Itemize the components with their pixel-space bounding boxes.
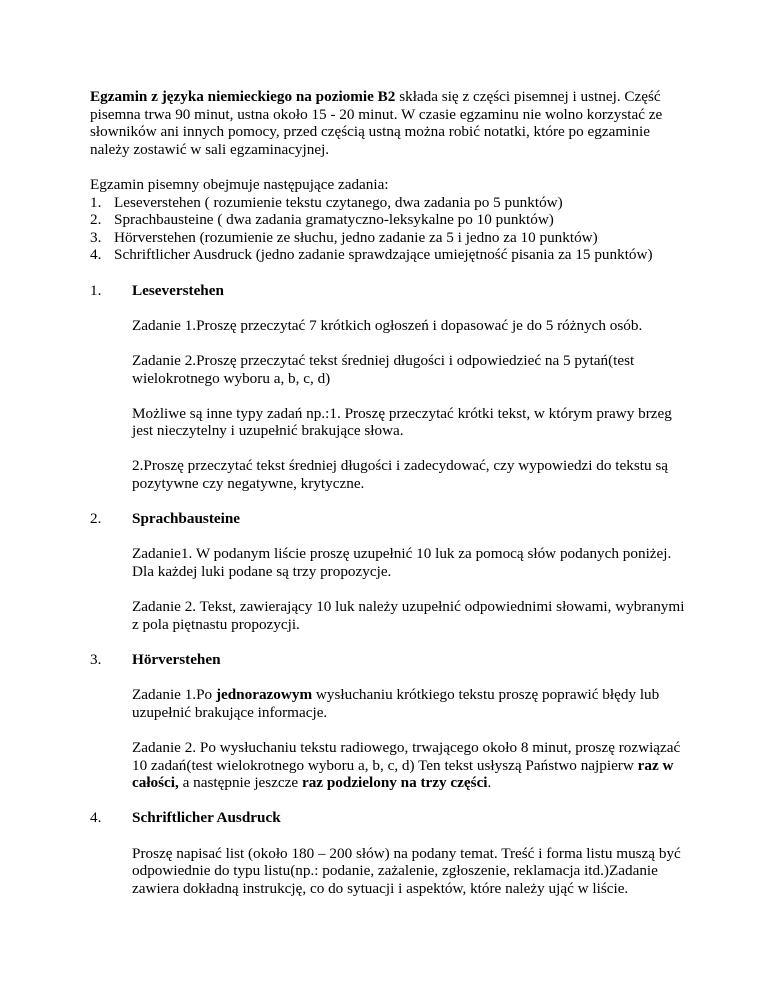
task-list-intro: Egzamin pisemny obejmuje następujące zadania: [90,175,389,193]
section-title: Schriftlicher Ausdruck [132,809,281,827]
list-number: 4. [90,246,102,264]
section-number: 4. [90,809,102,827]
section-paragraph: Zadanie 1.Proszę przeczytać 7 krótkich ogłoszeń i dopasować je do 5 różnych osób. [132,316,643,334]
section-paragraph: Zadanie1. W podanym liście proszę uzupełnić 10 luk za pomocą słów podanych poniżej. Dla każdej luki podane są trzy propozycje. [132,545,672,581]
list-number: 1. [90,193,102,211]
section-paragraph: Proszę napisać list (około 180 – 200 słów) na podany temat. Treść i forma listu muszą być odpowiednie do typu listu(np.: podanie, zażalenie, zgłoszenie, reklamacja itd.)Zadanie zawiera dokładną instrukcję, co do sytuacji i aspektów, które należy ująć w liście. [132,844,681,897]
section-heading [90,809,690,827]
section-horverstehen [90,651,690,792]
section-title: Hörverstehen [132,651,221,668]
section-paragraph [132,686,690,721]
text-run: wysłuchaniu krótkiego tekstu proszę poprawić błędy lub uzupełnić brakujące informacje. [132,686,660,721]
list-item-text: Schriftlicher Ausdruck (jedno zadanie sprawdzające umiejętność pisania za 15 punktów) [114,246,653,264]
list-number: 3. [90,228,102,246]
section-heading [90,282,690,300]
section-paragraph [132,739,690,792]
list-item-text: Hörverstehen (rozumienie ze słuchu, jedno zadanie za 5 i jedno za 10 punktów) [114,228,598,246]
list-item-text: Leseverstehen ( rozumienie tekstu czytanego, dwa zadania po 5 punktów) [114,193,563,211]
section-number: 3. [90,651,102,668]
text-run: a następnie jeszcze [178,774,302,792]
task-list-item [90,194,690,212]
document-body [90,88,690,897]
section-leseverstehen [90,282,690,493]
intro-text: składa się z części pisemnej i ustnej. Część pisemna trwa 90 minut, ustna około 15 - 20 minut. W czasie egzaminu nie wolno korzystać ze słowników ani innych pomocy, przed częścią ustną można robić notatki, które po egzaminie należy zostawić w sali egzaminacyjnej. [90,88,663,158]
task-list [90,194,690,264]
emphasis-text: jednorazowym [215,686,313,704]
section-schriftlicher-ausdruck [90,809,690,897]
task-list-item [90,246,690,264]
section-body [90,686,690,792]
section-heading [90,651,690,669]
section-sprachbausteine [90,510,690,633]
text-run: Zadanie 1.Po [132,686,216,704]
list-number: 2. [90,211,102,229]
task-list-item [90,211,690,229]
section-body [90,545,690,633]
intro-bold-title: Egzamin z języka niemieckiego na poziomie B2 [90,88,396,105]
text-run: Zadanie 2. Po wysłuchaniu tekstu radiowego, trwającego około 8 minut, proszę rozwiązać 10 zadań(test wielokrotnego wyboru a, b, c, d) Ten tekst usłyszą Państwo najpierw [132,738,681,774]
section-body [90,317,690,493]
section-paragraph: Możliwe są inne typy zadań np.:1. Proszę przeczytać krótki tekst, w którym prawy brzeg jest nieczytelny i uzupełnić brakujące słowa. [132,404,672,440]
section-number: 2. [90,510,102,528]
section-paragraph: Zadanie 2.Proszę przeczytać tekst średniej długości i odpowiedzieć na 5 pytań(test wielokrotnego wyboru a, b, c, d) [132,351,635,387]
emphasis-text: raz w całości, [132,756,674,792]
section-body [90,845,690,898]
intro-paragraph [90,88,690,158]
task-list-item [90,229,690,247]
section-heading [90,510,690,528]
list-item-text: Sprachbausteine ( dwa zadania gramatyczno-leksykalne po 10 punktów) [114,211,554,229]
emphasis-text: raz podzielony na trzy części [301,774,488,792]
text-run: . [487,774,492,792]
section-number: 1. [90,281,102,299]
section-paragraph: Zadanie 2. Tekst, zawierający 10 luk należy uzupełnić odpowiednimi słowami, wybranymi z pola piętnastu propozycji. [132,598,685,633]
section-paragraph: 2.Proszę przeczytać tekst średniej długości i zadecydować, czy wypowiedzi do tekstu są pozytywne czy negatywne, krytyczne. [132,457,669,493]
section-title: Leseverstehen [132,281,224,299]
section-title: Sprachbausteine [132,510,241,528]
